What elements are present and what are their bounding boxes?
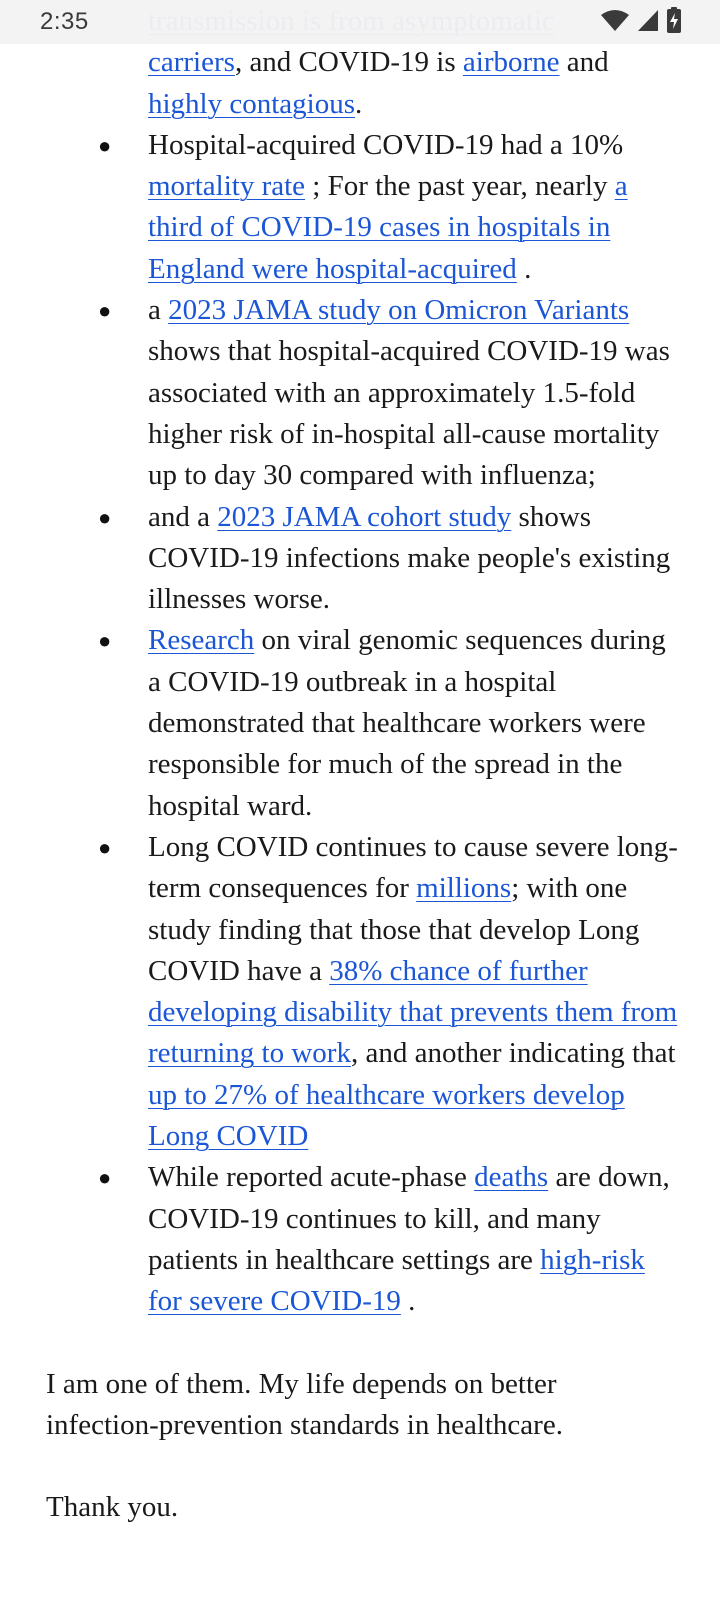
- text-segment: ; with one study finding that those that develop Long COVID have a: [148, 872, 640, 987]
- link-asymptomatic-carriers[interactable]: carriers: [148, 46, 235, 79]
- text-segment: Hospital-acquired COVID-19 had a 10%: [148, 128, 624, 161]
- link-jama-omicron-study[interactable]: 2023 JAMA study on Omicron Variants: [168, 294, 630, 327]
- text-segment: shows COVID-19 infections make people's existing illnesses worse.: [148, 500, 671, 616]
- text-segment: on viral genomic sequences during a COVID-19 outbreak in a hospital demonstrated that healthcare workers were responsible for much of the spread in the hospital ward.: [148, 624, 666, 822]
- bullet-dot: ●: [98, 298, 112, 324]
- status-bar: [0, 0, 720, 44]
- link-highly-contagious[interactable]: highly contagious: [148, 87, 356, 120]
- link-millions[interactable]: millions: [416, 872, 512, 905]
- link-research[interactable]: Research: [148, 624, 255, 657]
- link-jama-cohort-study[interactable]: 2023 JAMA cohort study: [217, 500, 512, 533]
- status-icons: [600, 7, 682, 38]
- text-segment: ; For the past year, nearly: [305, 170, 615, 203]
- text-segment: shows that hospital-acquired COVID-19 was associated with an approximately 1.5-fold higher risk of in-hospital all-cause mortality up to day 30 compared with influenza;: [148, 335, 670, 492]
- text-segment: Long COVID continues to cause severe long-term consequences for: [148, 830, 678, 905]
- list-item: [0, 125, 720, 290]
- bullet-dot: ●: [98, 132, 112, 158]
- battery-charging-icon: [666, 7, 682, 38]
- bullet-dot: ●: [98, 504, 112, 530]
- status-time: 2:35: [40, 8, 89, 35]
- list-item: [0, 620, 720, 826]
- link-38-percent-disability[interactable]: 38% chance of further developing disability that prevents them from returning to work: [148, 954, 678, 1070]
- link-27-percent-healthcare-workers[interactable]: up to 27% of healthcare workers develop Long COVID: [148, 1078, 625, 1153]
- bullet-dot: ●: [98, 628, 112, 654]
- closing-paragraph: I am one of them. My life depends on better infection-prevention standards in healthcare.: [46, 1367, 563, 1441]
- list-item: [0, 827, 720, 1157]
- text-segment: While reported acute-phase: [148, 1161, 475, 1194]
- text-segment: .: [516, 252, 532, 285]
- link-high-risk-severe-covid[interactable]: high-risk for severe COVID-19: [148, 1243, 645, 1318]
- link-hospital-acquired-england[interactable]: a third of COVID-19 cases in hospitals in England were hospital-acquired: [148, 170, 628, 285]
- list-item: [0, 497, 720, 621]
- text-segment: .: [400, 1285, 416, 1318]
- wifi-icon: [600, 8, 630, 37]
- link-mortality-rate[interactable]: mortality rate: [148, 170, 306, 203]
- link-deaths[interactable]: deaths: [474, 1161, 549, 1194]
- bullet-list: [0, 125, 720, 1323]
- sign-off: Thank you.: [46, 1491, 179, 1524]
- text-segment: are down, COVID-19 continues to kill, and many patients in healthcare settings are: [148, 1161, 670, 1276]
- list-item: [0, 290, 720, 496]
- cellular-signal-icon: [636, 8, 660, 37]
- text-segment: and a: [148, 500, 218, 533]
- text-segment: , and another indicating that: [350, 1037, 676, 1070]
- link-airborne[interactable]: airborne: [462, 46, 560, 79]
- text-segment: a: [148, 294, 169, 327]
- bullet-dot: ●: [98, 834, 112, 860]
- list-item: [0, 1157, 720, 1322]
- text-segment: , and COVID-19 is: [234, 46, 463, 79]
- text-segment: .: [355, 87, 363, 120]
- text-segment: and: [559, 46, 609, 79]
- bullet-dot: ●: [98, 1165, 112, 1191]
